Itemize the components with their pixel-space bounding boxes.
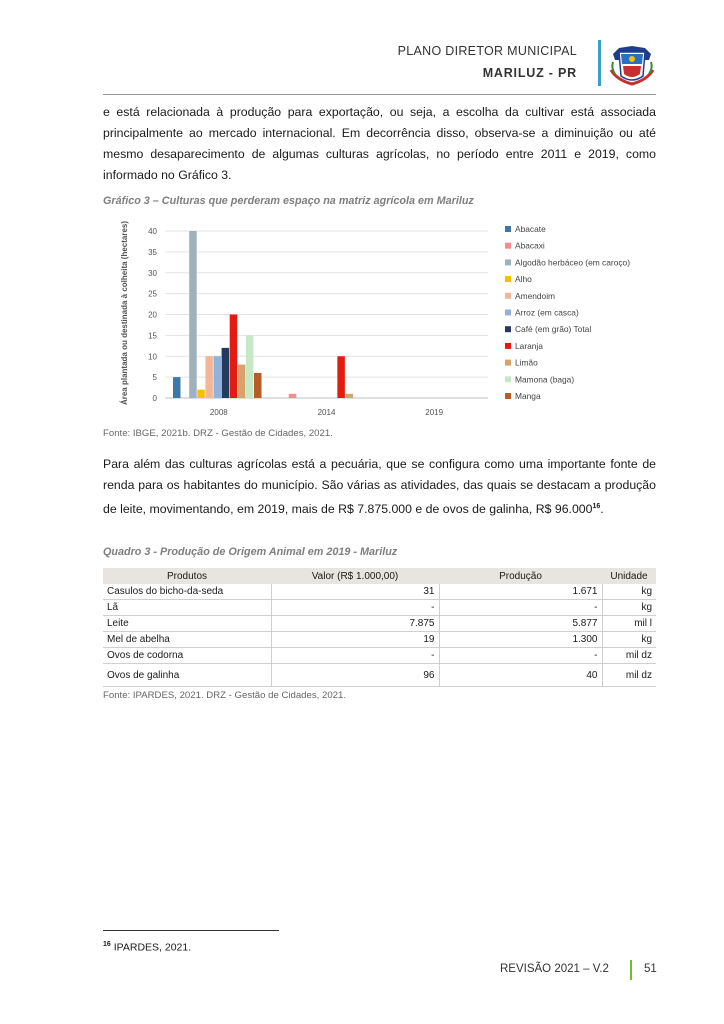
bar-arroz-em-casca- (214, 356, 222, 398)
y-tick-label: 40 (148, 227, 157, 236)
col-header-produtos: Produtos (103, 568, 271, 584)
cell-valor: - (271, 648, 439, 664)
cell-produto: Lã (103, 600, 271, 616)
footnote-ref[interactable]: 16 (592, 503, 601, 510)
table-row (103, 616, 656, 632)
cell-unidade: mil dz (602, 648, 656, 664)
legend-label: Arroz (em casca) (515, 307, 579, 318)
legend-swatch (505, 393, 511, 399)
y-tick-label: 35 (148, 247, 157, 257)
cell-unidade: kg (602, 632, 656, 648)
table-row (103, 648, 656, 664)
cell-producao: 1.300 (439, 632, 602, 648)
bar-mamona-baga- (246, 335, 254, 398)
bar-alho (197, 390, 205, 398)
legend-swatch (505, 326, 511, 332)
revision-label: REVISÃO 2021 – V.2 (500, 963, 609, 975)
x-tick-label: 2008 (209, 408, 228, 417)
footnote-rule (103, 930, 279, 931)
legend-label: Mamona (baga) (515, 374, 575, 385)
cell-produto: Leite (103, 616, 271, 632)
table-row (103, 584, 656, 600)
cell-valor: - (271, 600, 439, 616)
cell-valor: 31 (271, 584, 439, 600)
table-caption: Quadro 3 - Produção de Origem Animal em 2019 - Mariluz (103, 546, 398, 558)
cell-produto: Ovos de galinha (103, 664, 271, 687)
legend-label: Manga (515, 391, 541, 401)
legend-label: Laranja (515, 340, 543, 351)
bar-caf-em-gr-o-total (222, 348, 230, 398)
legend-swatch (505, 243, 511, 249)
y-tick-label: 5 (152, 373, 157, 383)
cell-producao: - (439, 600, 602, 616)
table-source: Fonte: IPARDES, 2021. DRZ - Gestão de Cidades, 2021. (103, 690, 346, 701)
table-row (103, 664, 656, 687)
cell-produto: Casulos do bicho-da-seda (103, 584, 271, 600)
header-rule (103, 94, 656, 95)
bar-laranja (230, 315, 238, 399)
y-tick-label: 25 (148, 289, 157, 299)
cell-producao: - (439, 648, 602, 664)
y-tick-label: 15 (148, 331, 157, 341)
table-header-row (103, 568, 656, 584)
cell-producao: 1.671 (439, 584, 602, 600)
legend-swatch (505, 376, 511, 382)
bar-chart (103, 218, 656, 418)
footnote-text: IPARDES, 2021. (110, 941, 192, 954)
legend-swatch (505, 293, 511, 299)
legend-label: Abacaxi (515, 240, 545, 251)
y-tick-label: 20 (148, 310, 157, 320)
x-tick-label: 2014 (317, 408, 336, 417)
col-header-producao: Produção (439, 568, 602, 584)
bar-amendoim (205, 356, 213, 398)
bar-lim-o (345, 394, 353, 398)
legend-label: Limão (515, 357, 538, 368)
paragraph-text: Para além das culturas agrícolas está a pecuária, que se configura como uma importante fonte de renda para os habitantes do município. São várias as atividades, das quais se destacam a produção de leite, movimentando, em 2019, mais de R$ 7.875.000 e de ovos de galinha, R$ 96.000 (103, 457, 656, 517)
cell-valor: 7.875 (271, 616, 439, 632)
cell-unidade: kg (602, 584, 656, 600)
legend-swatch (505, 226, 511, 232)
legend-swatch (505, 343, 511, 349)
bar-manga (254, 373, 262, 398)
x-tick-label: 2019 (425, 408, 444, 417)
y-tick-label: 10 (148, 352, 157, 362)
legend-swatch (505, 360, 511, 366)
footer-divider (630, 960, 632, 980)
cell-valor: 96 (271, 664, 439, 687)
bar-abacate (173, 377, 181, 398)
col-header-valor: Valor (R$ 1.000,00) (271, 568, 439, 584)
municipality-name: MARILUZ - PR (482, 66, 577, 80)
legend-swatch (505, 310, 511, 316)
cell-producao: 5.877 (439, 616, 602, 632)
cell-produto: Mel de abelha (103, 632, 271, 648)
page-number: 51 (644, 963, 657, 975)
municipal-crest-icon (609, 40, 655, 86)
chart-source: Fonte: IBGE, 2021b. DRZ - Gestão de Cidades, 2021. (103, 428, 333, 439)
bar-lim-o (238, 365, 246, 398)
cell-unidade: mil l (602, 616, 656, 632)
legend-swatch (505, 259, 511, 265)
header-divider (598, 40, 601, 86)
production-table (103, 568, 656, 687)
chart-caption: Gráfico 3 – Culturas que perderam espaço na matriz agrícola em Mariluz (103, 195, 474, 207)
body-paragraph: e está relacionada à produção para exportação, ou seja, a escolha da cultivar está associada principalmente ao mercado internacional. Em decorrência disso, observa-se a diminuição ou até mesmo desaparecimento de algumas culturas agrícolas, no período entre 2011 e 2019, como informado no Gráfico 3. (103, 105, 656, 182)
legend-swatch (505, 276, 511, 282)
table-row (103, 632, 656, 648)
cell-unidade: kg (602, 600, 656, 616)
legend-label: Amendoim (515, 290, 556, 301)
y-axis-title: Área plantada ou destinada à colheita (hectares) (120, 220, 129, 406)
cell-producao: 40 (439, 664, 602, 687)
cell-valor: 19 (271, 632, 439, 648)
legend-label: Café (em grão) Total (515, 324, 592, 335)
col-header-unidade: Unidade (602, 568, 656, 584)
body-paragraph-2 (103, 454, 656, 520)
paragraph-end: . (600, 502, 604, 517)
bar-abacaxi (289, 394, 297, 398)
y-tick-label: 30 (148, 268, 157, 278)
cell-unidade: mil dz (602, 664, 656, 687)
legend-label: Alho (515, 274, 532, 285)
bar-algod-o-herb-ceo-em-caro-o- (189, 231, 197, 398)
bar-laranja (337, 356, 345, 398)
footnote (103, 941, 191, 954)
cell-produto: Ovos de codorna (103, 648, 271, 664)
legend-label: Algodão herbáceo (em caroço) (515, 257, 630, 268)
table-row (103, 600, 656, 616)
document-title: PLANO DIRETOR MUNICIPAL (397, 44, 577, 58)
legend-label: Abacate (515, 224, 546, 234)
footnote-number: 16 (103, 941, 111, 948)
y-tick-label: 0 (152, 394, 157, 403)
